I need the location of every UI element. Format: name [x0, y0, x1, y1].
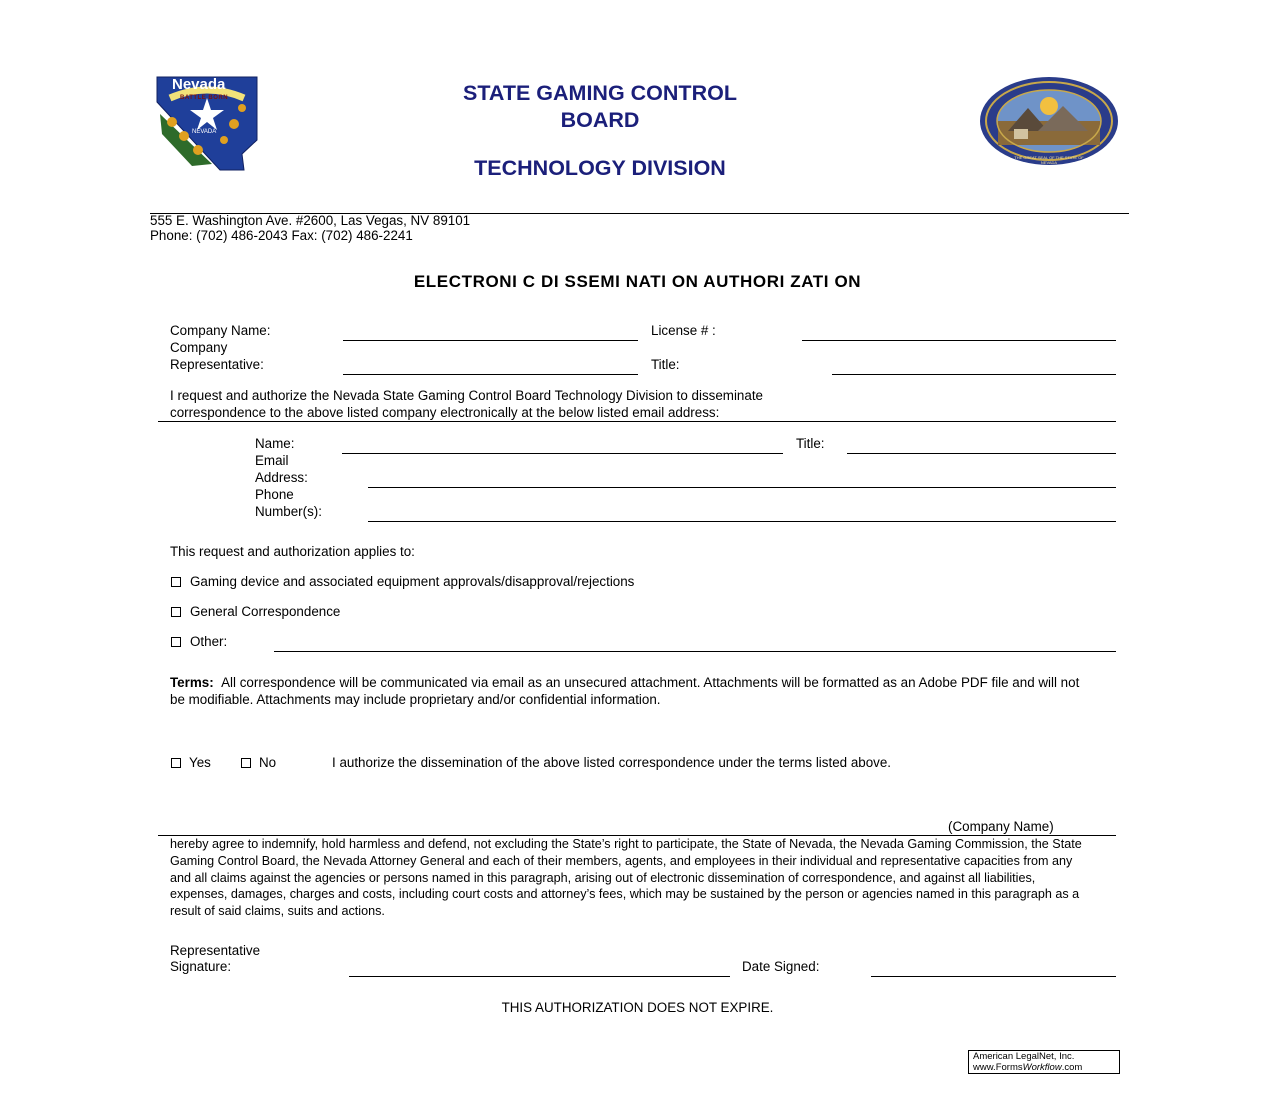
phone-fax: Phone: (702) 486-2043 Fax: (702) 486-2241 [150, 228, 413, 243]
company-rep-label-1: Company [170, 340, 228, 355]
request-divider [158, 421, 1116, 422]
contact-title-field[interactable] [847, 436, 1116, 454]
footer-line-1: American LegalNet, Inc. [973, 1051, 1075, 1062]
email-field[interactable] [368, 470, 1116, 488]
yes-label: Yes [189, 755, 211, 770]
form-title: ELECTRONI C DI SSEMI NATI ON AUTHORI ZATI ON [413, 272, 862, 291]
rep-title-label: Title: [651, 357, 680, 372]
yes-option[interactable] [171, 755, 211, 771]
nevada-seal [978, 76, 1120, 166]
license-label: License # : [651, 323, 716, 338]
checkbox-gaming-device[interactable] [171, 577, 181, 587]
request-line-2: correspondence to the above listed company electronically at the below listed email address: [170, 405, 720, 420]
indemnify-text: hereby agree to indemnify, hold harmless and defend, not excluding the State’s right to participate, the State of Nevada, the Nevada Gaming Commission, the State Gaming Control Board, the Nevada Attorney General and each of their members, agents, and employees in their individual and representative capacities from any and all claims against the agencies or persons named in this paragraph, arising out of electronic dissemination of correspondence, and against all liabilities, expenses, damages, charges and costs, including court costs and attorney’s fees, which may be sustained by the person or agencies named in this paragraph as a result of said claims, suits and actions. [170, 837, 1082, 919]
option-other[interactable] [171, 634, 227, 650]
phone-field[interactable] [368, 504, 1116, 522]
company-rep-label-2: Representative: [170, 357, 264, 372]
nevada-logo [152, 74, 262, 172]
phone-label-2: Number(s): [255, 504, 322, 519]
contact-name-field[interactable] [342, 436, 783, 454]
company-name-caption: (Company Name) [948, 819, 1054, 834]
checkbox-other[interactable] [171, 637, 181, 647]
request-line-1: I request and authorize the Nevada State Gaming Control Board Technology Division to disseminate [170, 388, 763, 403]
date-signed-field[interactable] [871, 959, 1116, 977]
signature-label-2: Signature: [170, 959, 232, 974]
footer-badge [968, 1050, 1120, 1074]
option-gaming-device[interactable] [171, 574, 634, 590]
option-other-label: Other: [190, 634, 228, 649]
footer-line-2-prefix: www.Forms [973, 1061, 1023, 1073]
signature-field[interactable] [349, 959, 730, 977]
title-line-1: STATE GAMING CONTROL [463, 81, 737, 105]
division-title: TECHNOLOGY DIVISION [474, 156, 726, 180]
contact-title-label: Title: [796, 436, 825, 451]
email-label-1: Email [255, 453, 289, 468]
option-gaming-device-label: Gaming device and associated equipment approvals/disapproval/rejections [190, 574, 635, 589]
terms-text: All correspondence will be communicated via email as an unsecured attachment. Attachments will be formatted as an Adobe PDF file and will not be modifiable. Attachments may include proprietary and/or confidential information. [170, 675, 1080, 707]
company-rep-field[interactable] [343, 357, 638, 375]
license-field[interactable] [802, 323, 1116, 341]
expiry-note: THIS AUTHORIZATION DOES NOT EXPIRE. [501, 1000, 774, 1015]
logo-text-bottom: NEVADA [192, 129, 217, 135]
address: 555 E. Washington Ave. #2600, Las Vegas, NV 89101 [150, 213, 471, 228]
no-label: No [259, 755, 277, 770]
signature-label-1: Representative [170, 943, 261, 958]
date-signed-label: Date Signed: [742, 959, 820, 974]
footer-line-2-italic: Workflow [1022, 1061, 1062, 1073]
option-general-correspondence[interactable] [171, 604, 340, 620]
state-seal-icon [978, 76, 1120, 166]
footer-line-2-suffix: .com [1061, 1061, 1083, 1073]
email-label-2: Address: [255, 470, 308, 485]
title-line-2: BOARD [560, 108, 640, 132]
checkbox-yes[interactable] [171, 758, 181, 768]
terms-paragraph [170, 675, 1095, 709]
footer-line-2 [973, 1063, 1119, 1074]
option-general-correspondence-label: General Correspondence [190, 604, 341, 619]
applies-to-label: This request and authorization applies to: [170, 544, 415, 559]
contact-name-label: Name: [255, 436, 295, 451]
logo-text-ribbon: BATTLE BORN [180, 95, 229, 101]
company-name-label: Company Name: [170, 323, 271, 338]
company-name-field[interactable] [343, 323, 638, 341]
header-title [380, 80, 820, 181]
no-option[interactable] [241, 755, 276, 771]
rep-title-field[interactable] [832, 357, 1116, 375]
authorize-text: I authorize the dissemination of the above listed correspondence under the terms listed above. [332, 755, 892, 770]
checkbox-general-correspondence[interactable] [171, 607, 181, 617]
terms-label: Terms: [170, 675, 214, 690]
seal-text: THE GREAT SEAL OF THE STATE OF NEVADA [1014, 155, 1084, 165]
other-field[interactable] [274, 634, 1116, 652]
phone-label-1: Phone [255, 487, 294, 502]
checkbox-no[interactable] [241, 758, 251, 768]
logo-text-top: Nevada [172, 76, 226, 93]
